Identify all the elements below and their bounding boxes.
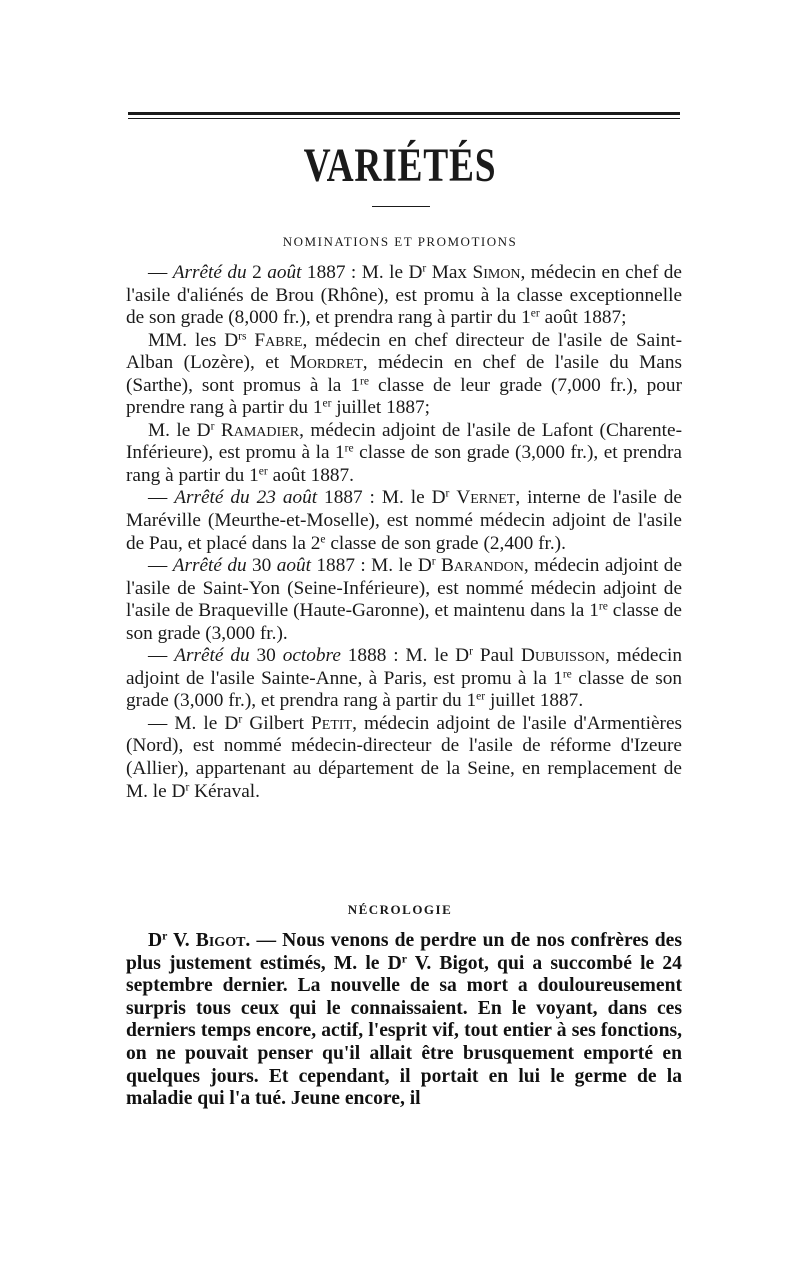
section-heading-nominations: NOMINATIONS ET PROMOTIONS [282, 234, 518, 249]
nominations-text [126, 262, 682, 803]
paragraph-6: — Arrêté du 30 octobre 1888 : M. le $D^r$ Paul Dubuisson, médecin adjoint de l'asile Sainte-Anne, à Paris, est promu à la 1re classe de son grade (3,000 fr.), et prendra rang à partir du 1er juillet 1887. [126, 644, 683, 712]
paragraph-3: M. le $D^r$ Ramadier, médecin adjoint de l'asile de Lafont (Charente-Inférieure), est promu à la 1re classe de son grade (3,000 fr.), et prendra rang à partir du 1er août 1887. [126, 419, 682, 486]
title-underline [372, 206, 430, 207]
section-heading-necrologie: NÉCROLOGIE [347, 902, 453, 917]
paragraph-5: — Arrêté du 30 août 1887 : M. le $D^r$ Barandon, médecin adjoint de l'asile de Saint-Yon (Seine-Inférieure), est nommé médecin adjoint de l'asile de Braqueville (Haute-Garonne), et maintenu dans la 1re classe de son grade (3,000 fr.). [126, 554, 682, 644]
header-rule-thin [128, 118, 680, 119]
paragraph-8: $D^r$ V. Bigot. — Nous venons de perdre un de nos confrères des plus justement estimés, M. le $D^r$ V. Bigot, qui a succombé le 24 septembre dernier. La nouvelle de sa mort a douloureusement surpris tous ceux qui le connaissaient. En le voyant, dans ces derniers temps encore, actif, l'esprit vif, tout entier à ses fonctions, on ne pouvait penser qu'il allait être brusquement emporté en quelques jours. Et cependant, il portait en lui le germe de la maladie qui l'a tué. Jeune encore, il [126, 929, 682, 1110]
paragraph-2: MM. les $D^{rs}$ Fabre, médecin en chef directeur de l'asile de Saint-Alban (Lozère), et Mordret, médecin en chef de l'asile du Mans (Sarthe), sont promus à la 1re classe de leur grade (7,000 fr.), pour prendre rang à partir du 1er juillet 1887; [126, 329, 682, 419]
paragraph-7: — M. le $D^r$ Gilbert Petit, médecin adjoint de l'asile d'Armentières (Nord), est nommé médecin-directeur de l'asile de réforme d'Izeure (Allier), appartenant au département de la Seine, en remplacement de M. le $D^r$ Kéraval. [126, 712, 683, 802]
necrologie-text [126, 930, 682, 1111]
page-title: VARIÉTÉS [303, 139, 497, 192]
header-rule-thick [128, 112, 680, 115]
paragraph-1: — Arrêté du 2 août 1887 : M. le $D^r$ Max Simon, médecin en chef de l'asile d'aliénés de Brou (Rhône), est promu à la classe exceptionnelle de son grade (8,000 fr.), et prendra rang à partir du 1er août 1887; [126, 261, 682, 329]
paragraph-4: — Arrêté du 23 août 1887 : M. le $D^r$ Vernet, interne de l'asile de Maréville (Meurthe-et-Moselle), est nommé médecin adjoint de l'asile de Pau, et placé dans la 2e classe de son grade (2,400 fr.). [126, 487, 682, 554]
